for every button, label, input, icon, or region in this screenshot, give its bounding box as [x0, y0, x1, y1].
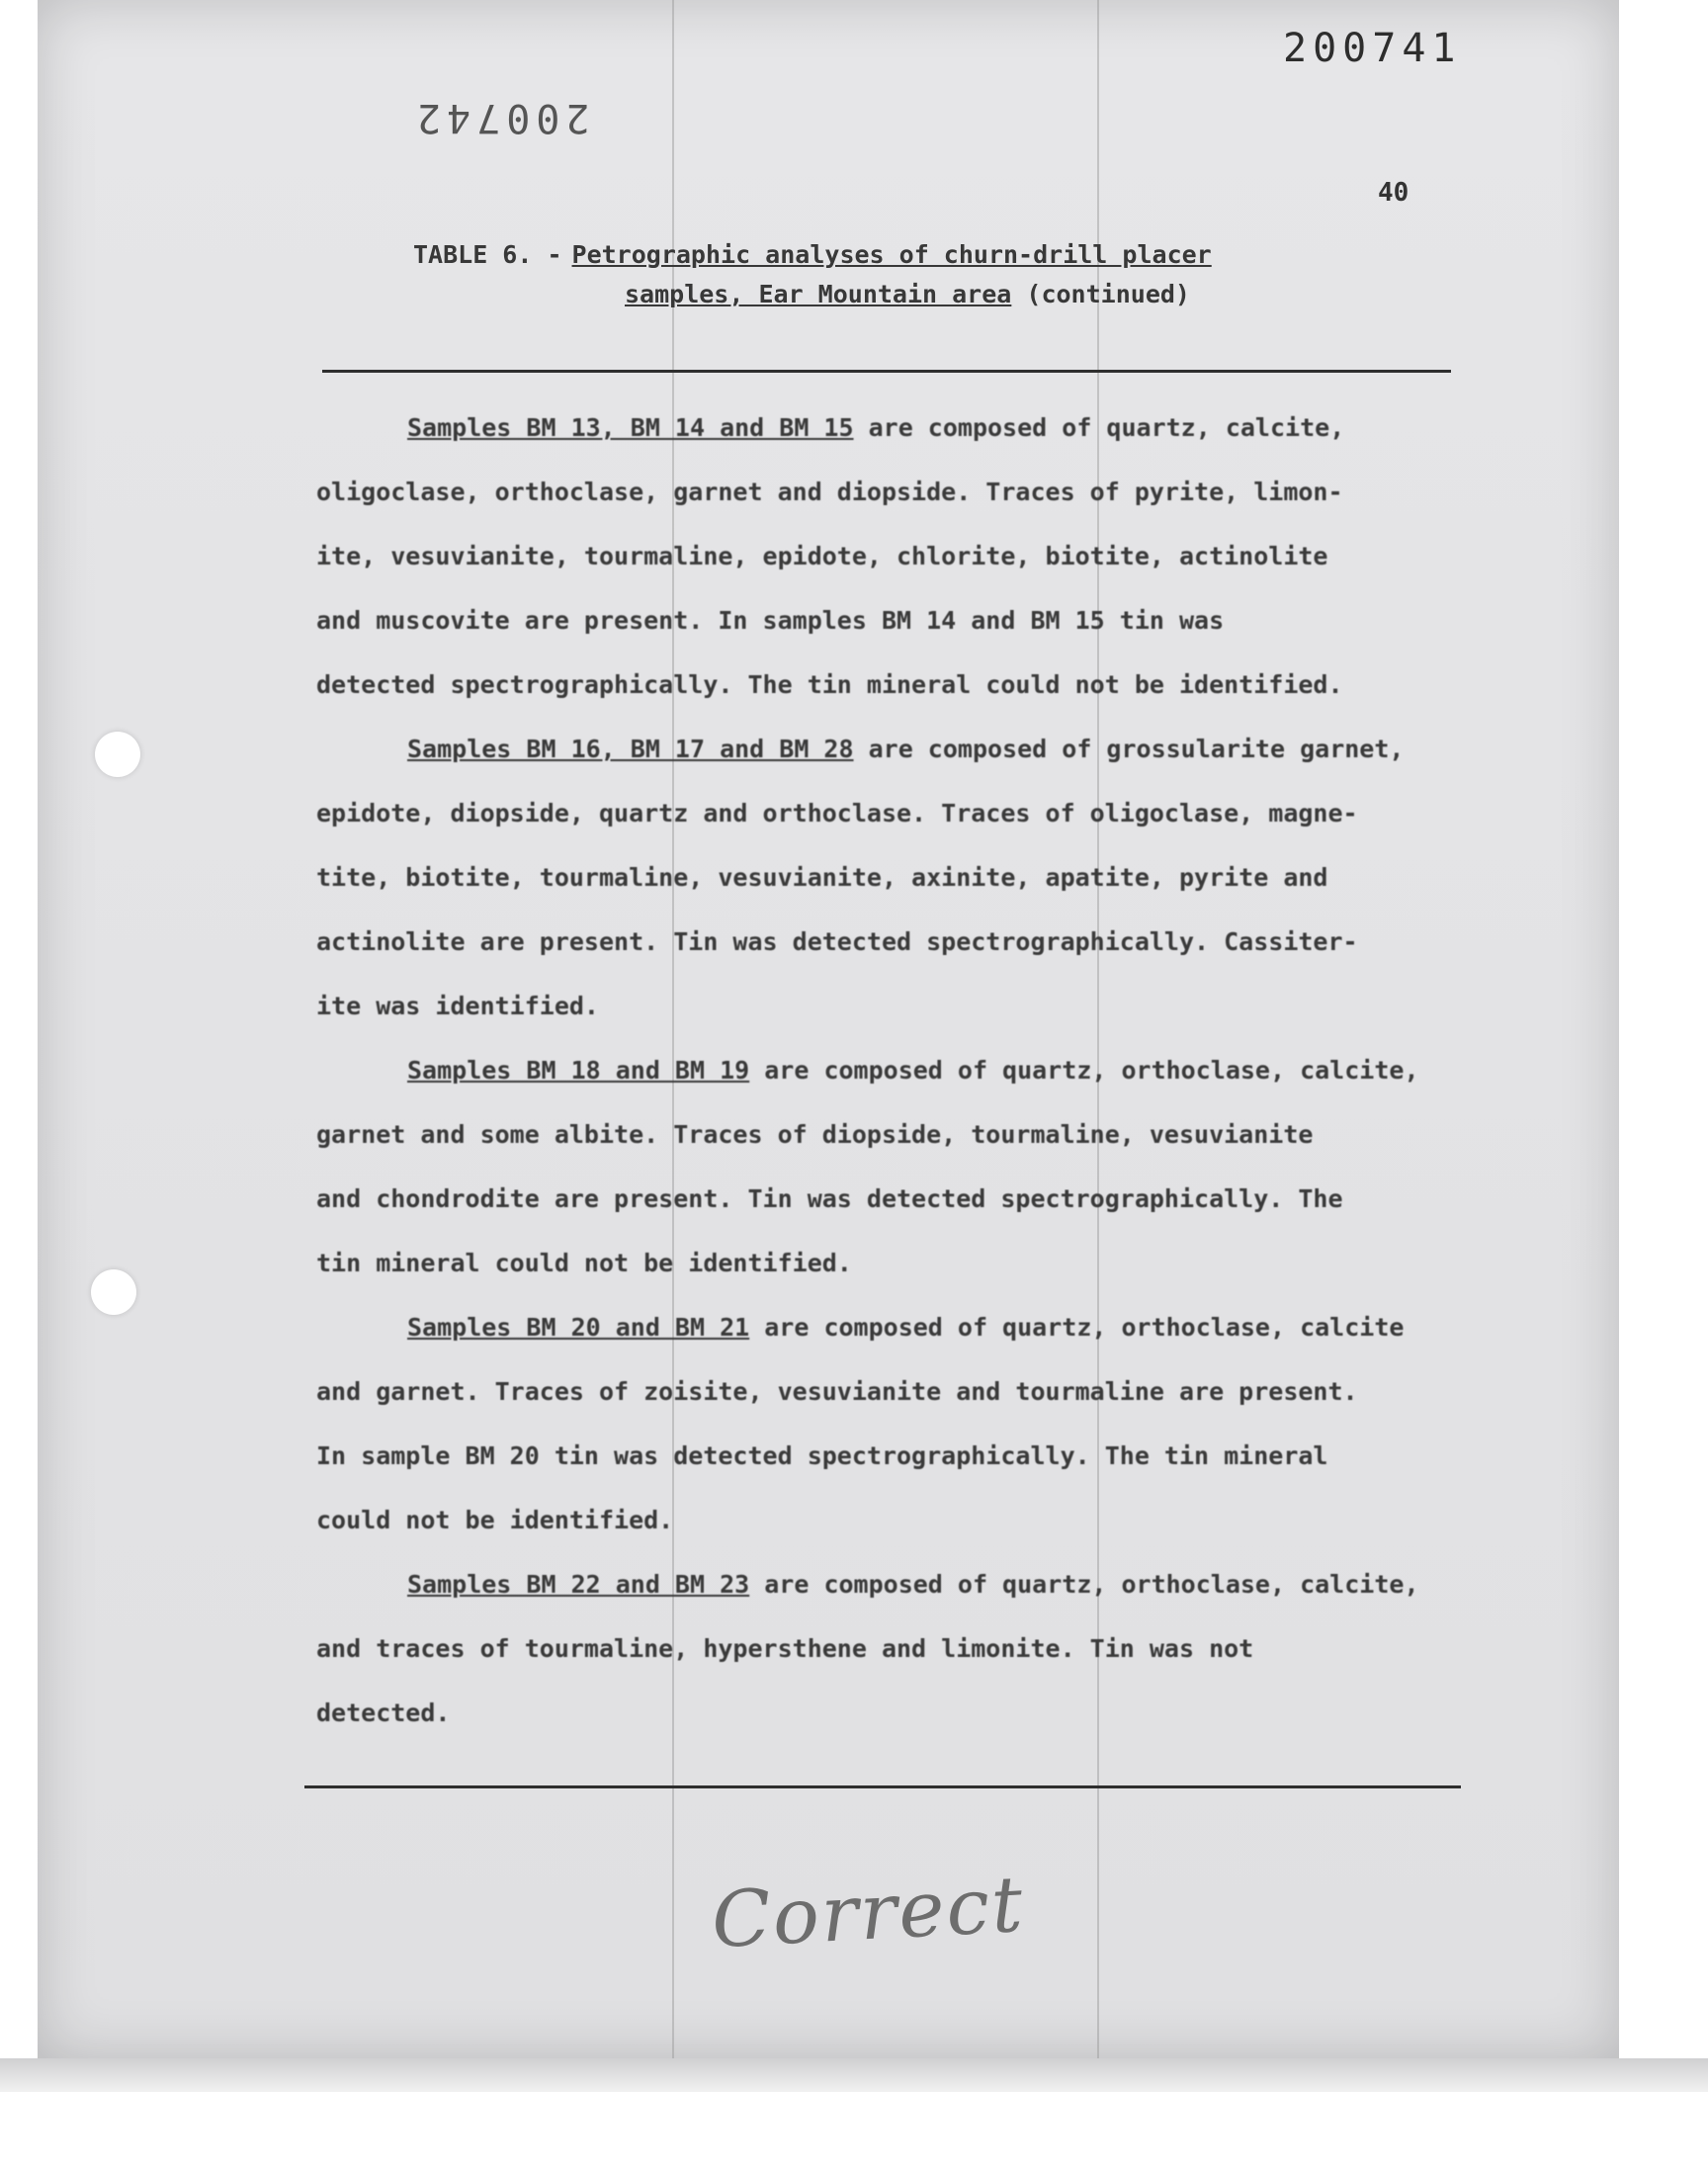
body-text	[316, 395, 1502, 1745]
paragraph-line: and garnet. Traces of zoisite, vesuvianite and tourmaline are present.	[316, 1377, 1358, 1406]
paragraph-line: Samples BM 22 and BM 23 are composed of quartz, orthoclase, calcite,	[407, 1570, 1419, 1599]
title-underlined-text-1: Petrographic analyses of churn-drill placer	[571, 240, 1212, 269]
punch-hole	[91, 1269, 136, 1315]
paragraph-line: epidote, diopside, quartz and orthoclase. Traces of oligoclase, magne-	[316, 799, 1358, 827]
paragraph-line: ite was identified.	[316, 992, 599, 1020]
paragraph-line: ite, vesuvianite, tourmaline, epidote, chlorite, biotite, actinolite	[316, 542, 1328, 570]
title-line-2	[413, 275, 1402, 314]
paragraph-line: and chondrodite are present. Tin was detected spectrographically. The	[316, 1184, 1343, 1213]
sample-heading: Samples BM 16, BM 17 and BM 28	[407, 735, 854, 763]
punch-hole	[95, 732, 140, 777]
paragraph	[316, 1552, 1502, 1745]
paragraph-line: Samples BM 13, BM 14 and BM 15 are composed of quartz, calcite,	[407, 413, 1345, 442]
top-rule	[322, 370, 1451, 373]
page-number: 40	[1378, 178, 1409, 208]
paragraph-line: oligoclase, orthoclase, garnet and diopside. Traces of pyrite, limon-	[316, 478, 1343, 506]
paragraph	[316, 1038, 1502, 1295]
title-label: TABLE 6. -	[413, 240, 562, 269]
paragraph-line: In sample BM 20 tin was detected spectrographically. The tin mineral	[316, 1441, 1328, 1470]
paragraph-line: Samples BM 20 and BM 21 are composed of quartz, orthoclase, calcite	[407, 1313, 1405, 1342]
document-stamp-number: 200741	[1283, 26, 1462, 71]
handwritten-signature: Correct	[709, 1860, 1027, 1966]
paragraph-line: could not be identified.	[316, 1506, 674, 1534]
paragraph-line: detected spectrographically. The tin mineral could not be identified.	[316, 670, 1343, 699]
sample-heading: Samples BM 13, BM 14 and BM 15	[407, 413, 854, 442]
paragraph	[316, 1295, 1502, 1552]
paragraph-line: and muscovite are present. In samples BM 14 and BM 15 tin was	[316, 606, 1225, 635]
table-title	[413, 235, 1402, 314]
sample-heading: Samples BM 18 and BM 19	[407, 1056, 750, 1085]
paragraph	[316, 395, 1502, 717]
bottom-rule	[304, 1785, 1461, 1788]
paragraph	[316, 717, 1502, 1038]
paragraph-line: actinolite are present. Tin was detected spectrographically. Cassiter-	[316, 927, 1358, 956]
title-line-1	[413, 235, 1402, 275]
paragraph-line: tite, biotite, tourmaline, vesuvianite, axinite, apatite, pyrite and	[316, 863, 1328, 892]
paragraph-line: detected.	[316, 1698, 451, 1727]
sample-heading: Samples BM 20 and BM 21	[407, 1313, 750, 1342]
paragraph-line: tin mineral could not be identified.	[316, 1249, 852, 1277]
paragraph-line: and traces of tourmaline, hypersthene and limonite. Tin was not	[316, 1634, 1254, 1663]
document-stamp-number-inverted: 200742	[411, 95, 590, 140]
title-underlined-text-2: samples, Ear Mountain area	[625, 280, 1012, 308]
paragraph-line: garnet and some albite. Traces of diopside, tourmaline, vesuvianite	[316, 1120, 1314, 1149]
paragraph-line: Samples BM 16, BM 17 and BM 28 are composed of grossularite garnet,	[407, 735, 1405, 763]
title-suffix: (continued)	[1026, 280, 1190, 308]
sample-heading: Samples BM 22 and BM 23	[407, 1570, 750, 1599]
paragraph-line: Samples BM 18 and BM 19 are composed of quartz, orthoclase, calcite,	[407, 1056, 1419, 1085]
scan-bottom-edge	[0, 2058, 1708, 2092]
